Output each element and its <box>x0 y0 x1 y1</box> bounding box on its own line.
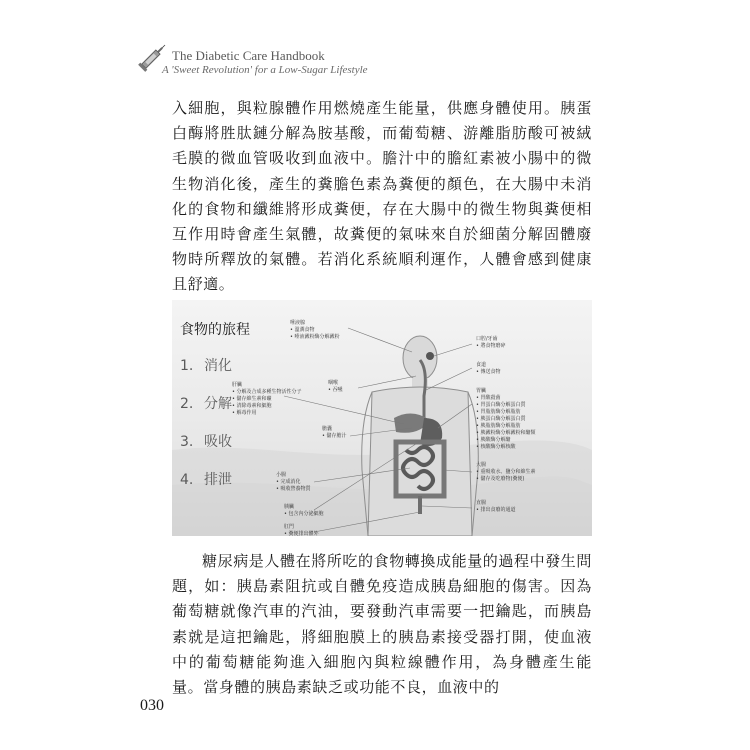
callout-throat <box>328 379 344 393</box>
step-1-label: 消化 <box>204 358 232 374</box>
callout-gallbladder <box>322 425 347 439</box>
svg-text:食道: 食道 <box>476 362 487 368</box>
page-number: 030 <box>140 697 164 714</box>
svg-text:• 胰蛋白酶分解蛋白質: • 胰蛋白酶分解蛋白質 <box>476 416 526 422</box>
svg-text:• 胃脂肪酶分解脂肪: • 胃脂肪酶分解脂肪 <box>476 409 521 415</box>
svg-text:• 核酸酶分解核酸: • 核酸酶分解核酸 <box>476 444 516 450</box>
step-2-number: 2. <box>180 396 194 412</box>
svg-text:• 糞便排出體外: • 糞便排出體外 <box>284 531 319 536</box>
svg-text:膽囊: 膽囊 <box>322 426 333 432</box>
svg-text:唾液腺: 唾液腺 <box>290 320 306 326</box>
svg-text:肛門: 肛門 <box>284 524 295 530</box>
svg-text:• 分解及合成多種生物活性分子: • 分解及合成多種生物活性分子 <box>232 389 302 395</box>
svg-text:肝臟: 肝臟 <box>232 382 243 388</box>
svg-text:• 儲存膽汁: • 儲存膽汁 <box>322 433 347 439</box>
figure-title: 食物的旅程 <box>180 322 250 338</box>
book-subtitle: A 'Sweet Revolution' for a Low-Sugar Lifestyle <box>162 64 368 76</box>
svg-text:• 排出食廢的通道: • 排出食廢的通道 <box>476 507 516 513</box>
svg-text:• 吞嚥: • 吞嚥 <box>328 387 343 393</box>
svg-text:• 解毒作用: • 解毒作用 <box>232 410 257 416</box>
step-2-label: 分解 <box>204 396 232 412</box>
svg-text:咽喉: 咽喉 <box>328 380 339 386</box>
step-4-number: 4. <box>180 472 194 488</box>
svg-text:• 儲存及吃廢物(糞便): • 儲存及吃廢物(糞便) <box>476 476 525 482</box>
body-paragraph-1: 入細胞，與粒腺體作用燃燒產生能量，供應身體使用。胰蛋白酶將胜肽鏈分解為胺基酸，而葡萄糖、游離脂肪酸可被絨毛膜的微血管吸收到血液中。膽汁中的膽紅素被小腸中的微生物消化後，產生的糞膽色素為糞便的顏色，在大腸中未消化的食物和纖維將形成糞便，存在大腸中的微生物與糞便相互作用時會產生氣體，故糞便的氣味來自於細菌分解固體廢物時所釋放的氣體。若消化系統順利運作，人體會感到健康且舒適。 <box>172 99 592 294</box>
svg-text:• 傳送食物: • 傳送食物 <box>476 369 501 375</box>
step-4-label: 排泄 <box>204 472 232 488</box>
svg-text:• 重吸收水、鹽分和維生素: • 重吸收水、鹽分和維生素 <box>476 469 536 475</box>
book-title: The Diabetic Care Handbook <box>172 48 325 63</box>
svg-text:口腔/牙齒: 口腔/牙齒 <box>476 336 498 342</box>
callout-liver <box>232 381 302 416</box>
step-1-number: 1. <box>180 358 194 374</box>
mouth-marker <box>426 352 434 360</box>
digestion-diagram <box>172 300 592 536</box>
callout-salivary <box>290 319 340 340</box>
step-3-label: 吸收 <box>204 434 232 450</box>
svg-text:• 胃酸殺菌: • 胃酸殺菌 <box>476 395 501 401</box>
svg-text:• 胰澱粉酶分解澱粉和醣類: • 胰澱粉酶分解澱粉和醣類 <box>476 430 536 436</box>
body-paragraph-2 <box>172 549 592 700</box>
svg-text:• 胰脂肪酶分解脂肪: • 胰脂肪酶分解脂肪 <box>476 423 521 429</box>
callout-esophagus <box>476 361 501 375</box>
svg-text:• 胰酸酶分解醣: • 胰酸酶分解醣 <box>476 437 511 443</box>
callout-stomach <box>476 387 536 450</box>
svg-text:胃臟: 胃臟 <box>476 388 487 394</box>
step-3-number: 3. <box>180 434 194 450</box>
svg-text:• 胃蛋白酶分解蛋白質: • 胃蛋白酶分解蛋白質 <box>476 402 526 408</box>
svg-text:• 包含內分泌細胞: • 包含內分泌細胞 <box>284 511 324 517</box>
svg-text:直腸: 直腸 <box>476 500 487 506</box>
svg-text:胰臟: 胰臟 <box>284 504 295 510</box>
svg-text:• 儲存維生素和礦: • 儲存維生素和礦 <box>232 396 272 402</box>
svg-text:• 溫潤食物: • 溫潤食物 <box>290 327 315 333</box>
svg-text:大腸: 大腸 <box>476 462 487 468</box>
callout-mouth <box>476 335 506 349</box>
svg-text:• 將食物磨碎: • 將食物磨碎 <box>476 343 506 349</box>
digestion-figure <box>172 300 592 536</box>
svg-text:• 完成消化: • 完成消化 <box>276 479 301 485</box>
body-paragraph-2-text: 糖尿病是人體在將所吃的食物轉換成能量的過程中發生問題，如：胰島素阻抗或自體免疫造成胰島細胞的傷害。因為葡萄糖就像汽車的汽油，要發動汽車需要一把鑰匙，而胰島素就是這把鑰匙，將細胞膜上的胰島素接受器打開，使血液中的葡萄糖能夠進入細胞內與粒線體作用，為身體產生能量。當身體的胰島素缺乏或功能不良，血液中的 <box>172 552 593 697</box>
svg-text:• 清除毒素和細胞: • 清除毒素和細胞 <box>232 403 272 409</box>
svg-text:小腸: 小腸 <box>276 472 287 478</box>
svg-text:• 唾液澱粉酶分解澱粉: • 唾液澱粉酶分解澱粉 <box>290 334 340 340</box>
svg-text:• 吸收營養物質: • 吸收營養物質 <box>276 486 311 492</box>
running-header <box>136 38 436 82</box>
